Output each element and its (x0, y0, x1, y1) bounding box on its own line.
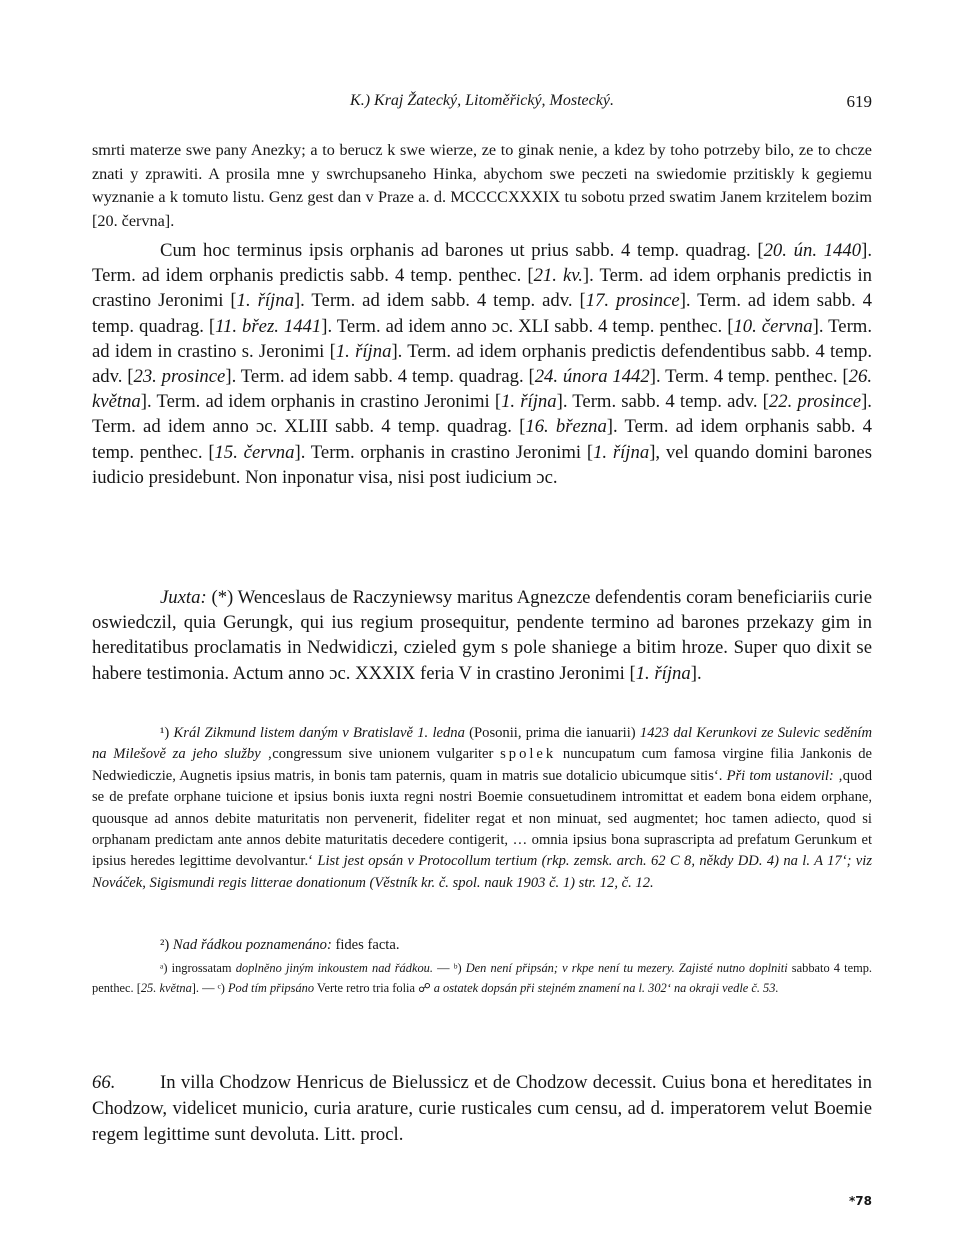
variant-italic: a ostatek dopsán při stejném znamení na l. 302‘ na okraji vedle č. 53. (430, 980, 779, 995)
terms-text: ]. Term. ad idem sabb. 4 temp. adv. [ (293, 290, 586, 312)
date-annotation: 22. prosince (768, 391, 862, 413)
juxta-text: ]. (690, 662, 702, 684)
entry-number: 66. (92, 1072, 116, 1093)
footnote-text: fides facta. (331, 937, 400, 953)
terms-text: ]. Term. ad idem in crastino s. Jeronimi [ (92, 315, 872, 362)
terms-text: ]. Term. ad idem sabb. 4 temp. quadrag. [ (225, 366, 535, 388)
date-annotation: 26. května (92, 366, 872, 413)
footnote-italic: Nad řádkou poznamenáno: (172, 937, 332, 953)
terms-text: ]. Term. ad idem sabb. 4 temp. quadrag. [ (92, 290, 872, 337)
date-annotation: 23. prosince (133, 366, 226, 388)
terms-text: ]. Term. ad idem orphanis predictis defendentibus sabb. 4 temp. adv. [ (92, 340, 872, 388)
running-header (92, 92, 872, 116)
footnote-text: ‚quod se de prefate orphane tuicione et ipsius bonis iuxta regni nostri Boemie consuetudinem intromittat et eadem bona eidem orphane, quousque ad annos debite maturitatis non pervenerit, fideliter regat et non minuat, sed augmentet; hoc tamen adiecto, quod si orphanam predictam ante annos debite maturitatis decedere contigerit, … omnia ipsius bona suprascripta ad prefatum Gerunkum et ipsius heredes legittime devolvantur.‘ (92, 767, 872, 870)
terms-text: ]. Term. ad idem orphanis sabb. 4 temp. penthec. [ (92, 416, 872, 463)
terms-text: ]. Term. orphanis in crastino Jeronimi [ (294, 441, 594, 463)
document-page (92, 0, 872, 1234)
terms-text: ]. Term. sabb. 4 temp. adv. [ (556, 391, 769, 413)
terms-text: ]. Term. ad idem anno ɔc. XLIII sabb. 4 temp. quadrag. [ (92, 391, 872, 438)
terms-text: ]. Term. 4 temp. penthec. [ (649, 366, 849, 388)
footnote-italic: Při tom ustanovil: (726, 767, 834, 784)
footnote-1 (92, 723, 872, 894)
date-annotation: 20. ún. 1440 (763, 240, 862, 261)
date-annotation: 1. října (593, 441, 650, 463)
variant-italic: Den není připsán; v rkpe není tu mezery. Zajisté nutno doplniti (461, 961, 788, 975)
entry-66 (92, 1070, 872, 1149)
marginal-sign-icon: ☍ (418, 980, 431, 995)
footnote-italic: Král Zikmund listem daným v Bratislavě 1. ledna (173, 725, 465, 741)
date-annotation: 16. března (525, 416, 607, 438)
footnote-text: (Posonii, prima die ianuarii) (464, 725, 640, 741)
variant-mark: ᶜ) (217, 980, 225, 995)
footnote-2 (92, 935, 872, 956)
entry-text: In villa Chodzow Henricus de Bielussicz et de Chodzow decessit. Cuius bona et hereditates in Chodzow, videlicet municio, curia arature, curie rusticales cum censu, ad d. imperatorem velut Boemie regem legittime sunt devoluta. Litt. procl. (92, 1072, 872, 1146)
variant-text: ]. — (191, 980, 218, 995)
variant-mark: ᵃ) (160, 961, 168, 975)
variant-italic: Pod tím připsáno (224, 980, 315, 995)
paragraph-juxta (92, 585, 872, 686)
date-annotation: 11. břez. 1441 (215, 315, 322, 337)
date-annotation: 1. října (501, 391, 557, 413)
footnote-mark: ²) (160, 937, 170, 953)
juxta-label: Juxta: (160, 587, 207, 608)
variant-mark: ᵇ) (453, 961, 462, 975)
textual-variants (92, 959, 872, 998)
date-annotation: 15. června (214, 441, 295, 463)
footnote-mark: ¹) (160, 725, 170, 741)
variant-text: Verte retro tria folia (314, 980, 419, 995)
variant-text: — (432, 961, 454, 975)
signature-mark: *78 (849, 1194, 872, 1208)
paragraph-testimony-ending: smrti materze swe pany Anezky; a to berucz k swe wierze, ze to ginak nenie, a kdez by toho potrzeby bilo, ze to chcze znati y zprawiti. A prosila mne y swrchupsaneho Hinka, abychom swe peczeti na swiedomie przitiskly k gegiemu wyznanie a k tomuto listu. Genz gest dan v Praze a. d. MCCCCXXXIX tu sobotu przed swatim Janem krzitelem bozim [20. června]. (92, 141, 872, 230)
terms-text: ], vel quando domini barones iudicio presidebunt. Non inponatur visa, nisi post iudicium ɔc. (92, 441, 872, 488)
date-annotation: 1. října (335, 340, 392, 362)
terms-text: ]. Term. ad idem anno ɔc. XLI sabb. 4 temp. penthec. [ (321, 315, 734, 337)
date-annotation: 21. kv. (533, 265, 583, 287)
terms-text: ]. Term. ad idem orphanis in crastino Jeronimi [ (140, 391, 502, 413)
terms-text: ]. Term. ad idem orphanis predictis sabb. 4 temp. penthec. [ (92, 240, 872, 287)
terms-text: ]. Term. ad idem orphanis predictis in crastino Jeronimi [ (92, 265, 873, 312)
footnote-italic: List jest opsán v Protocollum tertium (rkp. zemsk. arch. 62 C 8, někdy DD. 4) na l. A 17‘; viz Nováček, Sigismundi regis litterae donationum (Věstník kr. č. spol. nauk 1903 č. 1) str. 12, č. 12. (92, 853, 872, 891)
paragraph-terms (92, 238, 872, 490)
date-annotation: 17. prosince (585, 290, 680, 312)
date-annotation: 10. června (733, 315, 813, 337)
variant-text: sabbato 4 temp. penthec. [ (92, 961, 873, 995)
date-annotation: 24. února 1442 (534, 366, 650, 388)
footnote-text: ‚congressum sive unionem vulgariter (260, 746, 501, 763)
date-annotation: 1. října (635, 662, 691, 684)
page-number: 619 (846, 92, 872, 111)
variant-italic: 25. května (140, 980, 192, 995)
variant-text: ingrossatam (167, 961, 236, 975)
date-annotation: 1. října (236, 290, 294, 312)
variant-italic: doplněno jiným inkoustem nad řádkou. (235, 961, 433, 975)
running-title: K.) Kraj Žatecký, Litoměřický, Mostecký. (350, 92, 614, 109)
footnote-text: nuncupatum cum famosa virgine filia Jankonis de Nedwiediczie, Augnetis ipsius matris, in bonis tam paternis, quam in matris sue dotalicio ubicumque sitis‘. (92, 746, 872, 784)
footnote-italic: 1423 dal Kerunkovi ze Sulevic seděním na Milešově za jeho služby (92, 725, 873, 763)
terms-text: Cum hoc terminus ipsis orphanis ad barones ut prius sabb. 4 temp. quadrag. [ (160, 240, 764, 261)
juxta-text: (*) Wenceslaus de Raczyniewsy maritus Agnezcze defendentis coram beneficiariis curie oswiedczil, quia Gerungk, qui ius regium prosequitur, pendente termino ad barones przekazy gim in hereditatibus proclamatis in Nedwidiczi, czieled gym s pole shaniege a bitim hroze. Super quo dixit se habere testimonia. Actum anno ɔc. XXXIX feria V in crastino Jeronimi [ (92, 587, 872, 684)
footnote-spaced-word: spolek (500, 746, 557, 763)
